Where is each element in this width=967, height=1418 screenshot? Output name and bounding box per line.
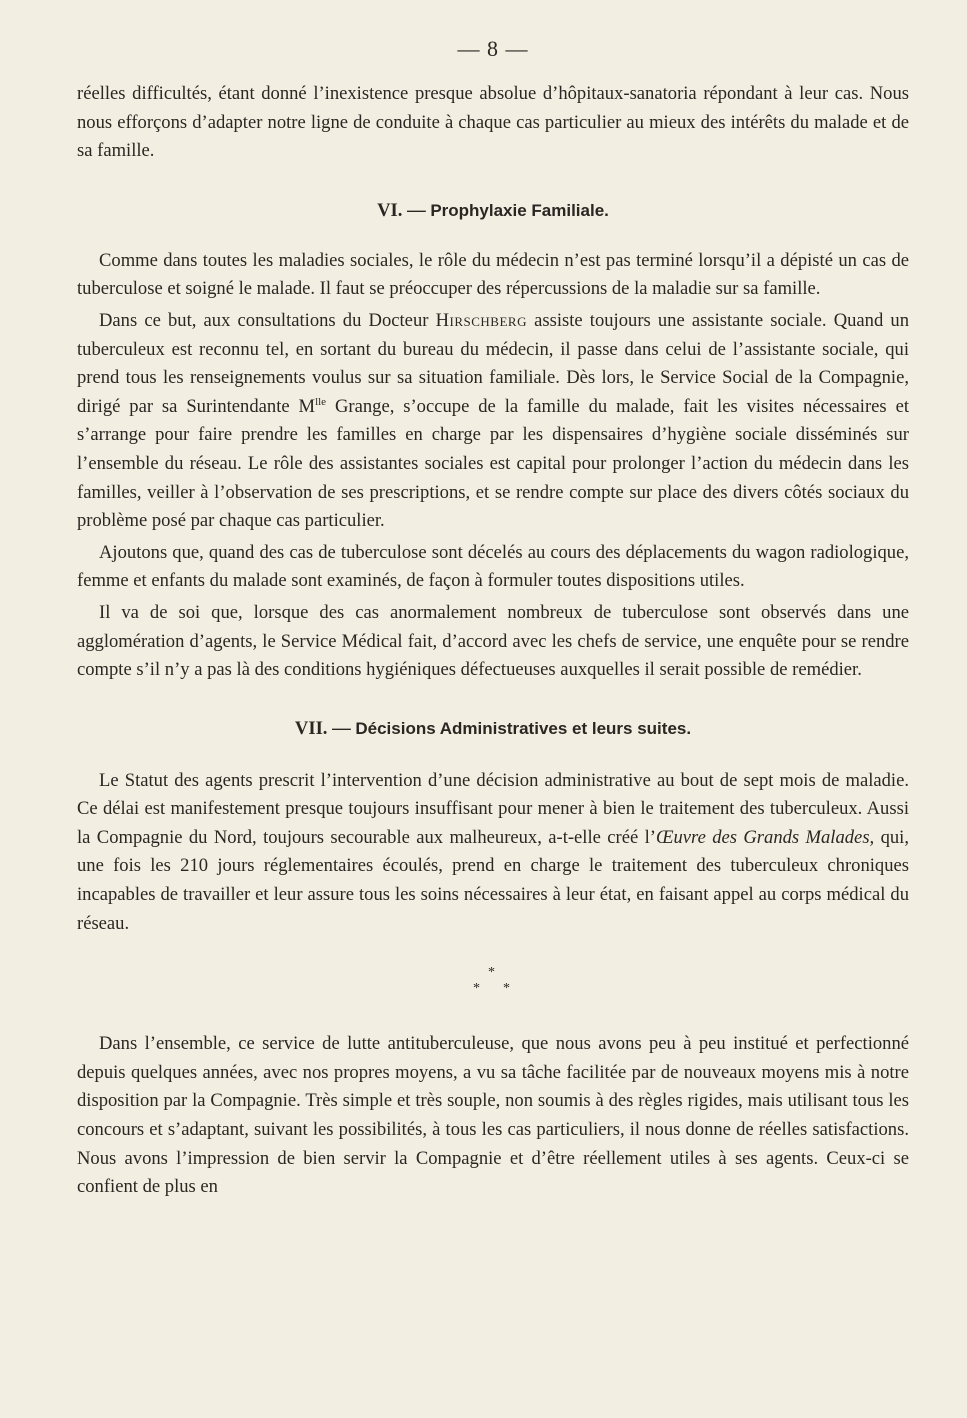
intro-paragraph: réelles difficultés, étant donné l’inexistence presque absolue d’hôpitaux-sanatoria répondant à leur cas. Nous nous efforçons d’adapter notre ligne de conduite à chaque cas particulier au mieux des intérêts du malade et de sa famille. [77, 83, 909, 162]
section-7-title: Décisions Administratives et leurs suites. [355, 718, 692, 738]
section-7-heading [77, 715, 909, 743]
p2-text-after: Grange, s’occupe de la famille du malade, fait les visites nécessaires et s’arrange pour faire prendre les familles en charge par les dispensaires d’hygiène sociale disséminés sur l’ensemble du réseau. Le rôle des assistantes sociales est capital pour prolonger l’action du médecin dans les familles, veiller à l’observation de ses prescriptions, et se rendre compte sur place des divers côtés sociaux du problème posé par chaque cas particulier. [77, 395, 909, 532]
p2-text-mid: assiste toujours une assistante sociale. Quand un tuberculeux est reconnu tel, en sortant du bureau du médecin, il passe dans celui de l’assistante sociale, qui prend tous les renseignements voulus sur sa situation familiale. Dès lors, le Service Social de la Compagnie, dirigé par sa Surintendante M [77, 309, 909, 417]
doctor-name: Hirschberg [435, 309, 527, 331]
section-6-heading [77, 197, 909, 225]
section-7-number: VII. — [294, 717, 356, 739]
section-7-paragraph-1 [77, 767, 909, 939]
asterism-star-top: * [488, 965, 495, 981]
page-number: — 8 — [457, 36, 529, 61]
section-6-title: Prophylaxie Familiale. [430, 200, 609, 220]
asterism-star-left: * [473, 981, 480, 997]
oeuvre-grands-malades: Œuvre des Grands Malades, [655, 826, 875, 848]
section-6-paragraph-1: Comme dans toutes les maladies sociales, le rôle du médecin n’est pas terminé lorsqu’il a dépisté un cas de tuberculose et soigné le malade. Il faut se préoccuper des répercussions de la maladie sur sa famille. [77, 249, 909, 300]
closing-paragraph: Dans l’ensemble, ce service de lutte antituberculeuse, que nous avons peu à peu institué et perfectionné depuis quelques années, avec nos propres moyens, a vu sa tâche facilitée par de nouveaux moyens mis à notre disposition par la Compagnie. Très simple et très souple, non soumis à des règles rigides, mais utilisant tous les concours et s’adaptant, suivant les possibilités, à tous les cas particuliers, il nous donne de réelles satisfactions. Nous avons l’impression de bien servir la Compagnie et d’être réellement utiles à ses agents. Ceux-ci se confient de plus en [77, 1033, 909, 1198]
section-6-paragraph-3: Ajoutons que, quand des cas de tuberculose sont décelés au cours des déplacements du wagon radiologique, femme et enfants du malade sont examinés, de façon à formuler toutes dispositions utiles. [77, 541, 909, 592]
asterism-separator [463, 966, 523, 1002]
section-6-paragraph-2 [77, 307, 909, 536]
p2-text-before-name: Dans ce but, aux consultations du Docteur [99, 309, 436, 331]
section-6-number: VI. — [377, 199, 431, 221]
section-6-paragraph-4: Il va de soi que, lorsque des cas anormalement nombreux de tuberculose sont observés dans une agglomération d’agents, le Service Médical fait, d’accord avec les chefs de service, une enquête pour se rendre compte s’il n’y a pas là des conditions hygiéniques défectueuses auxquelles il serait possible de remédier. [77, 601, 909, 681]
mademoiselle-superscript: lle [315, 395, 327, 408]
p7-text-before: Le Statut des agents prescrit l’intervention d’une décision administrative au bout de sept mois de maladie. Ce délai est manifestement presque toujours insuffisant pour mener à bien le traitement des tuberculeux. Aussi la Compagnie du Nord, toujours secourable aux malheureux, a-t-elle créé l’ [77, 769, 909, 848]
p7-text-after: qui, une fois les 210 jours réglementaires écoulés, prend en charge le traitement des tuberculeux chroniques incapables de travailler et leur assure tous les soins nécessaires à leur état, en faisant appel au corps médical du réseau. [77, 826, 909, 934]
asterism-star-right: * [503, 981, 510, 997]
